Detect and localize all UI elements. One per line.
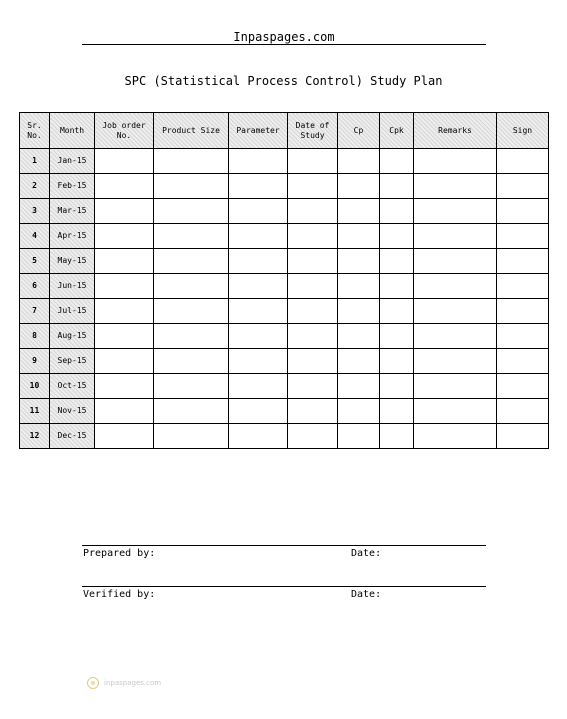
cell-date-of-study[interactable] xyxy=(288,299,338,324)
cell-remarks[interactable] xyxy=(414,299,497,324)
cell-parameter[interactable] xyxy=(229,324,288,349)
watermark-logo xyxy=(84,670,184,698)
cell-remarks[interactable] xyxy=(414,324,497,349)
cell-sr-no: 10 xyxy=(20,374,50,399)
cell-parameter[interactable] xyxy=(229,199,288,224)
cell-date-of-study[interactable] xyxy=(288,149,338,174)
cell-sr-no: 7 xyxy=(20,299,50,324)
cell-sign[interactable] xyxy=(497,149,549,174)
column-header-product-size: Product Size xyxy=(154,113,229,149)
table-body xyxy=(20,149,549,449)
cell-job-order-no[interactable] xyxy=(95,174,154,199)
cell-product-size[interactable] xyxy=(154,149,229,174)
column-header-sr-no: Sr. No. xyxy=(20,113,50,149)
cell-sign[interactable] xyxy=(497,274,549,299)
cell-sign[interactable] xyxy=(497,299,549,324)
site-title: Inpaspages.com xyxy=(82,30,486,45)
cell-remarks[interactable] xyxy=(414,399,497,424)
column-header-sign: Sign xyxy=(497,113,549,149)
cell-date-of-study[interactable] xyxy=(288,324,338,349)
cell-product-size[interactable] xyxy=(154,299,229,324)
cell-product-size[interactable] xyxy=(154,224,229,249)
column-header-job-order-no: Job order No. xyxy=(95,113,154,149)
cell-cpk[interactable] xyxy=(380,249,414,274)
cell-sign[interactable] xyxy=(497,324,549,349)
cell-sr-no: 12 xyxy=(20,424,50,449)
cell-parameter[interactable] xyxy=(229,249,288,274)
cell-cpk[interactable] xyxy=(380,349,414,374)
cell-sr-no: 6 xyxy=(20,274,50,299)
cell-cp[interactable] xyxy=(338,249,380,274)
cell-job-order-no[interactable] xyxy=(95,399,154,424)
cell-job-order-no[interactable] xyxy=(95,224,154,249)
cell-job-order-no[interactable] xyxy=(95,149,154,174)
cell-cpk[interactable] xyxy=(380,424,414,449)
table-row xyxy=(20,199,549,224)
cell-job-order-no[interactable] xyxy=(95,324,154,349)
cell-cpk[interactable] xyxy=(380,299,414,324)
cell-product-size[interactable] xyxy=(154,249,229,274)
prepared-date-label: Date: xyxy=(351,548,382,559)
cell-date-of-study[interactable] xyxy=(288,274,338,299)
column-header-parameter: Parameter xyxy=(229,113,288,149)
table-row xyxy=(20,424,549,449)
prepared-by-line xyxy=(82,545,486,559)
column-header-remarks: Remarks xyxy=(414,113,497,149)
cell-remarks[interactable] xyxy=(414,224,497,249)
cell-cp[interactable] xyxy=(338,149,380,174)
prepared-by-label: Prepared by: xyxy=(83,548,156,559)
cell-month: Dec-15 xyxy=(50,424,95,449)
cell-job-order-no[interactable] xyxy=(95,249,154,274)
cell-date-of-study[interactable] xyxy=(288,349,338,374)
cell-cp[interactable] xyxy=(338,174,380,199)
cell-job-order-no[interactable] xyxy=(95,299,154,324)
cell-month: Feb-15 xyxy=(50,174,95,199)
cell-sr-no: 3 xyxy=(20,199,50,224)
table-row xyxy=(20,324,549,349)
cell-month: Mar-15 xyxy=(50,199,95,224)
cell-sr-no: 2 xyxy=(20,174,50,199)
cell-sign[interactable] xyxy=(497,374,549,399)
verified-by-label: Verified by: xyxy=(83,589,156,600)
table-row xyxy=(20,374,549,399)
table-row xyxy=(20,249,549,274)
cell-parameter[interactable] xyxy=(229,149,288,174)
cell-cp[interactable] xyxy=(338,399,380,424)
column-header-cpk: Cpk xyxy=(380,113,414,149)
cell-sr-no: 11 xyxy=(20,399,50,424)
cell-cp[interactable] xyxy=(338,199,380,224)
cell-sr-no: 5 xyxy=(20,249,50,274)
table-row xyxy=(20,399,549,424)
cell-date-of-study[interactable] xyxy=(288,174,338,199)
cell-sr-no: 1 xyxy=(20,149,50,174)
cell-job-order-no[interactable] xyxy=(95,274,154,299)
cell-sign[interactable] xyxy=(497,224,549,249)
verified-by-line xyxy=(82,586,486,600)
cell-sign[interactable] xyxy=(497,249,549,274)
table-header-row xyxy=(20,113,549,149)
table-row xyxy=(20,274,549,299)
table-row xyxy=(20,349,549,374)
cell-product-size[interactable] xyxy=(154,374,229,399)
cell-month: Jul-15 xyxy=(50,299,95,324)
cell-month: Jan-15 xyxy=(50,149,95,174)
cell-cp[interactable] xyxy=(338,299,380,324)
cell-cp[interactable] xyxy=(338,274,380,299)
cell-remarks[interactable] xyxy=(414,199,497,224)
table-row xyxy=(20,224,549,249)
cell-sign[interactable] xyxy=(497,424,549,449)
cell-parameter[interactable] xyxy=(229,174,288,199)
cell-parameter[interactable] xyxy=(229,224,288,249)
cell-month: Jun-15 xyxy=(50,274,95,299)
cell-cpk[interactable] xyxy=(380,324,414,349)
cell-cp[interactable] xyxy=(338,324,380,349)
cell-remarks[interactable] xyxy=(414,424,497,449)
logo-text: inpaspages.com xyxy=(104,679,162,687)
cell-date-of-study[interactable] xyxy=(288,374,338,399)
cell-cpk[interactable] xyxy=(380,274,414,299)
cell-product-size[interactable] xyxy=(154,424,229,449)
cell-parameter[interactable] xyxy=(229,299,288,324)
cell-parameter[interactable] xyxy=(229,374,288,399)
cell-cpk[interactable] xyxy=(380,199,414,224)
cell-parameter[interactable] xyxy=(229,274,288,299)
cell-parameter[interactable] xyxy=(229,399,288,424)
cell-sign[interactable] xyxy=(497,399,549,424)
cell-month: Aug-15 xyxy=(50,324,95,349)
cell-product-size[interactable] xyxy=(154,399,229,424)
cell-sign[interactable] xyxy=(497,349,549,374)
cell-date-of-study[interactable] xyxy=(288,399,338,424)
cell-cp[interactable] xyxy=(338,224,380,249)
table-row xyxy=(20,299,549,324)
cell-cpk[interactable] xyxy=(380,174,414,199)
cell-cpk[interactable] xyxy=(380,149,414,174)
cell-sr-no: 8 xyxy=(20,324,50,349)
cell-remarks[interactable] xyxy=(414,249,497,274)
cell-date-of-study[interactable] xyxy=(288,199,338,224)
study-plan-table xyxy=(19,112,549,449)
logo-seal-icon xyxy=(87,677,99,689)
document-title: SPC (Statistical Process Control) Study Plan xyxy=(124,74,443,88)
cell-month: May-15 xyxy=(50,249,95,274)
cell-cp[interactable] xyxy=(338,424,380,449)
verified-date-label: Date: xyxy=(351,589,382,600)
cell-cpk[interactable] xyxy=(380,224,414,249)
cell-month: Oct-15 xyxy=(50,374,95,399)
cell-remarks[interactable] xyxy=(414,149,497,174)
cell-cp[interactable] xyxy=(338,349,380,374)
cell-remarks[interactable] xyxy=(414,274,497,299)
column-header-cp: Cp xyxy=(338,113,380,149)
cell-month: Apr-15 xyxy=(50,224,95,249)
cell-remarks[interactable] xyxy=(414,374,497,399)
cell-remarks[interactable] xyxy=(414,174,497,199)
cell-product-size[interactable] xyxy=(154,349,229,374)
cell-job-order-no[interactable] xyxy=(95,424,154,449)
cell-cp[interactable] xyxy=(338,374,380,399)
cell-date-of-study[interactable] xyxy=(288,224,338,249)
cell-month: Nov-15 xyxy=(50,399,95,424)
table-row xyxy=(20,149,549,174)
cell-date-of-study[interactable] xyxy=(288,249,338,274)
cell-cpk[interactable] xyxy=(380,399,414,424)
column-header-date-of-study: Date of Study xyxy=(288,113,338,149)
cell-sign[interactable] xyxy=(497,199,549,224)
cell-product-size[interactable] xyxy=(154,274,229,299)
cell-product-size[interactable] xyxy=(154,174,229,199)
table-row xyxy=(20,174,549,199)
cell-parameter[interactable] xyxy=(229,424,288,449)
cell-date-of-study[interactable] xyxy=(288,424,338,449)
cell-parameter[interactable] xyxy=(229,349,288,374)
cell-sign[interactable] xyxy=(497,174,549,199)
cell-cpk[interactable] xyxy=(380,374,414,399)
cell-product-size[interactable] xyxy=(154,199,229,224)
cell-product-size[interactable] xyxy=(154,324,229,349)
cell-sr-no: 4 xyxy=(20,224,50,249)
cell-month: Sep-15 xyxy=(50,349,95,374)
cell-job-order-no[interactable] xyxy=(95,349,154,374)
cell-job-order-no[interactable] xyxy=(95,374,154,399)
cell-remarks[interactable] xyxy=(414,349,497,374)
cell-sr-no: 9 xyxy=(20,349,50,374)
column-header-month: Month xyxy=(50,113,95,149)
cell-job-order-no[interactable] xyxy=(95,199,154,224)
